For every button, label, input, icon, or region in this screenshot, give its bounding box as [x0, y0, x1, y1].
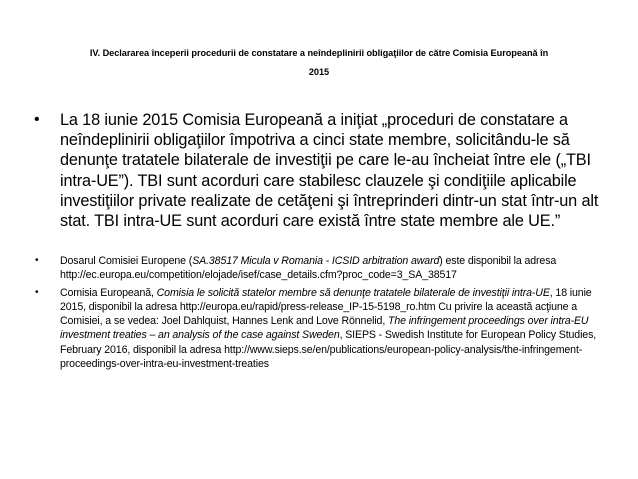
main-bullet-list: [34, 110, 604, 231]
reference-press-title: Comisia le solicită statelor membre să denunţe tratatele bilaterale de investiţii intra-UE: [156, 286, 550, 299]
reference-text: ) este disponibil la adresa http://ec.europa.eu/competition/elojade/isef/case_details.cfm?proc_code=3_SA_38517: [60, 255, 557, 282]
bullet-icon: •: [35, 286, 39, 298]
reference-case-title: SA.38517 Micula v Romania - ICSID arbitration award: [192, 255, 440, 267]
reference-list: [34, 254, 604, 374]
slide-title: [40, 44, 598, 82]
reference-text: Comisia Europeană,: [60, 286, 157, 299]
reference-text: , SIEPS - Swedish Institute for European Policy Studies, February 2016, disponibil la adresa http://www.sieps.se/en/publications/european-policy-analysis/the-infringement-proceedings-over-intra-eu-investment-treaties: [60, 329, 597, 371]
reference-study-title: The infringement proceedings over intra-EU investment treaties – an analysis of the case against Sweden: [60, 315, 589, 342]
slide-title-line-1: IV. Declararea începerii procedurii de constatare a neîndeplinirii obligaţiilor de către Comisia Europeană în: [89, 48, 549, 58]
bullet-icon: •: [35, 255, 39, 266]
main-bullet-text: La 18 iunie 2015 Comisia Europeană a iniţiat „proceduri de constatare a neîndeplinirii obligaţiilor împotriva a cinci state membre, solicitându-le să denunţe tratatele bilaterale de investiţii pe care le-au încheiat între ele („TBI intra-UE”). TBI sunt acorduri care stabilesc clauzele şi condiţiile aplicabile investiţiilor private realizate de cetăţeni şi întreprinderi dintr-un stat într-un alt stat. TBI intra-UE sunt acorduri care există între state membre ale UE.”: [60, 111, 599, 231]
slide-title-line-2: 2015: [308, 67, 330, 77]
main-bullet-item: [34, 110, 604, 231]
reference-item-commission-press: [34, 286, 604, 372]
bullet-icon: •: [34, 111, 40, 128]
reference-text: , 18 iunie 2015, disponibil la adresa http://europa.eu/rapid/press-release_IP-15-5198_ro.htm Cu privire la această acţiune a Comisiei, a se vedea: Joel Dahlquist, Hannes Lenk and Love Rönnelid,: [60, 286, 592, 328]
reference-item-case-file: [34, 254, 604, 283]
reference-text: Dosarul Comisiei Europene (: [60, 255, 193, 267]
